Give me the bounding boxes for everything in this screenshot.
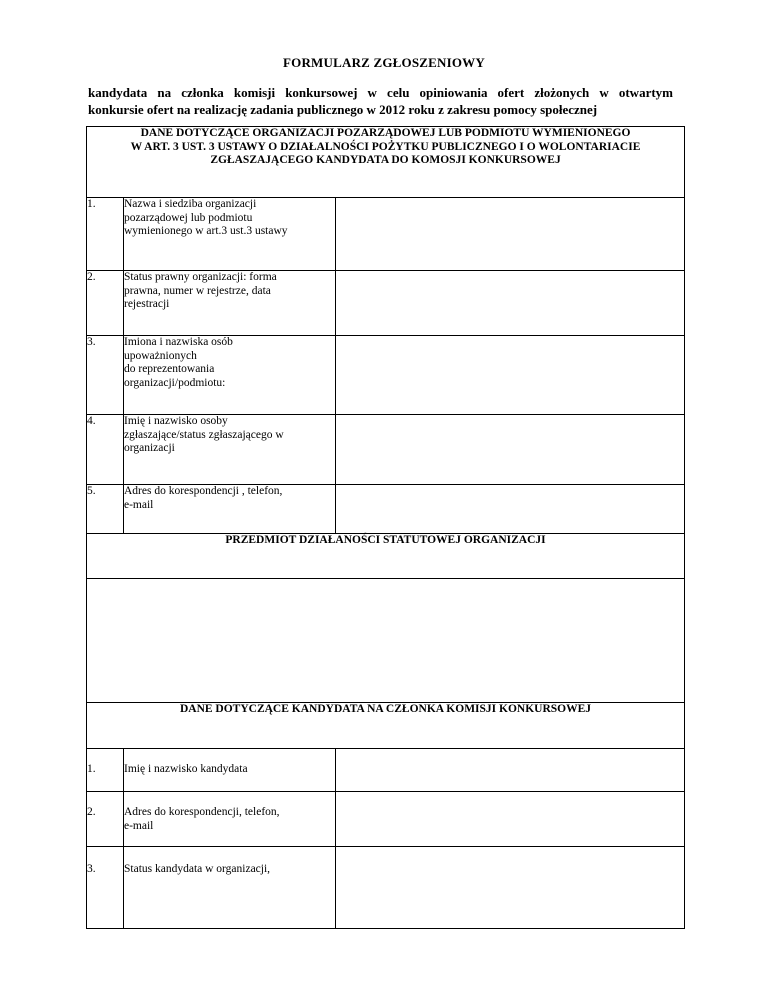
row-label <box>124 271 336 336</box>
label-line: organizacji/podmiotu: <box>124 376 226 389</box>
table-row <box>87 485 685 534</box>
row-label <box>124 336 336 415</box>
section-organization-header-row <box>87 127 685 198</box>
label-line: Nazwa i siedziba organizacji <box>124 198 257 210</box>
section-statutory-header-row <box>87 534 685 579</box>
label-line: Status kandydata w organizacji, <box>124 863 271 875</box>
table-row <box>87 792 685 847</box>
label-line: organizacji <box>124 442 175 454</box>
label-line: do reprezentowania <box>124 363 215 375</box>
label-line: e-mail <box>124 498 154 511</box>
row-label <box>124 198 336 271</box>
table-row <box>87 271 685 336</box>
section-statutory-header: PRZEDMIOT DZIAŁANOŚCI STATUTOWEJ ORGANIZACJI <box>87 534 685 579</box>
application-form-table <box>86 126 685 929</box>
table-row <box>87 749 685 792</box>
row-number: 3. <box>87 336 124 415</box>
section-organization-header-line: W ART. 3 UST. 3 USTAWY O DZIAŁALNOŚCI POŻYTKU PUBLICZNEGO I O WOLONTARIACIE <box>130 140 641 153</box>
section-candidate-header: DANE DOTYCZĄCE KANDYDATA NA CZŁONKA KOMISJI KONKURSOWEJ <box>87 703 685 749</box>
section-organization-header-line: ZGŁASZAJĄCEGO KANDYDATA DO KOMOSJI KONKURSOWEJ <box>210 154 561 166</box>
submitter-name-field[interactable] <box>336 415 685 485</box>
label-line: Imię i nazwisko osoby <box>124 415 228 427</box>
row-label <box>124 749 336 792</box>
organization-name-field[interactable] <box>336 198 685 271</box>
label-line: rejestracji <box>124 298 170 310</box>
row-label <box>124 415 336 485</box>
label-line: zgłaszające/status zgłaszającego w <box>124 428 284 441</box>
representatives-field[interactable] <box>336 336 685 415</box>
label-line: Imiona i nazwiska osób <box>124 336 233 348</box>
section-candidate-header-row <box>87 703 685 749</box>
legal-status-field[interactable] <box>336 271 685 336</box>
label-line: pozarządowej lub podmiotu <box>124 211 253 224</box>
label-line: wymienionego w art.3 ust.3 ustawy <box>124 225 288 237</box>
candidate-name-field[interactable] <box>336 749 685 792</box>
row-number: 3. <box>87 847 124 929</box>
label-line: Adres do korespondencji , telefon, <box>124 485 283 497</box>
row-label <box>124 792 336 847</box>
intro-line-2: konkursie ofert na realizację zadania publicznego w 2012 roku z zakresu pomocy społecznej <box>88 102 598 117</box>
row-number: 5. <box>87 485 124 534</box>
section-organization-header <box>87 127 685 198</box>
label-line: upoważnionych <box>124 349 197 362</box>
row-number: 4. <box>87 415 124 485</box>
intro-line-1: kandydata na członka komisji konkursowej w celu opiniowania ofert złożonych w otwartym <box>88 85 673 100</box>
label-line: e-mail <box>124 819 154 832</box>
table-row <box>87 336 685 415</box>
form-title: FORMULARZ ZGŁOSZENIOWY <box>283 55 485 70</box>
candidate-status-field[interactable] <box>336 847 685 929</box>
label-line: prawna, numer w rejestrze, data <box>124 284 271 297</box>
table-row <box>87 415 685 485</box>
section-organization-header-line: DANE DOTYCZĄCE ORGANIZACJI POZARZĄDOWEJ LUB PODMIOTU WYMIENIONEGO <box>140 127 631 139</box>
row-number: 2. <box>87 271 124 336</box>
row-label <box>124 847 336 929</box>
label-line: Adres do korespondencji, telefon, <box>124 806 280 818</box>
row-number: 1. <box>87 749 124 792</box>
statutory-activity-field[interactable] <box>87 579 685 703</box>
label-line: Imię i nazwisko kandydata <box>124 763 248 775</box>
row-number: 1. <box>87 198 124 271</box>
organization-contact-field[interactable] <box>336 485 685 534</box>
statutory-activity-row <box>87 579 685 703</box>
label-line: Status prawny organizacji: forma <box>124 271 277 283</box>
table-row <box>87 847 685 929</box>
form-intro <box>88 84 673 118</box>
row-label <box>124 485 336 534</box>
candidate-contact-field[interactable] <box>336 792 685 847</box>
row-number: 2. <box>87 792 124 847</box>
table-row <box>87 198 685 271</box>
